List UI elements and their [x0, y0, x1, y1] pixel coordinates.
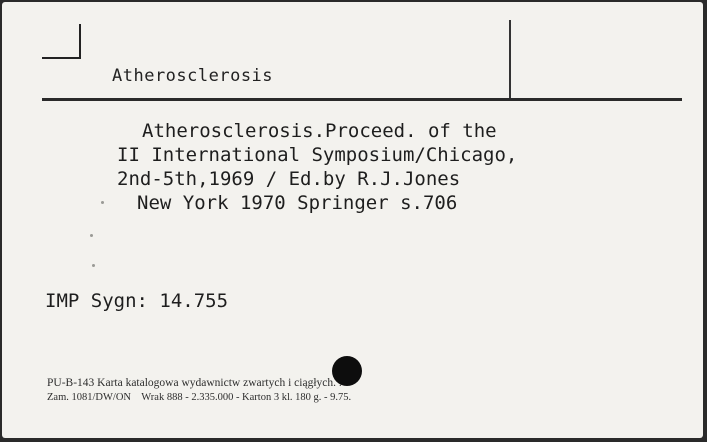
- paper-speck: [101, 201, 104, 204]
- entry-line-2: II International Symposium/Chicago,: [117, 144, 518, 166]
- footer-line-2: Zam. 1081/DW/ON Wrak 888 - 2.335.000 - Karton 3 kl. 180 g. - 9.75.: [47, 392, 352, 403]
- heading-rule: [42, 98, 682, 101]
- shelfmark: IMP Sygn: 14.755: [45, 290, 229, 312]
- card-heading: Atherosclerosis: [112, 66, 274, 86]
- entry-line-1: Atherosclerosis.Proceed. of the: [142, 120, 497, 142]
- paper-speck: [90, 234, 93, 237]
- entry-line-3: 2nd-5th,1969 / Ed.by R.J.Jones: [117, 168, 461, 190]
- paper-speck: [92, 264, 95, 267]
- corner-mark-vertical: [79, 24, 81, 59]
- catalog-card: [2, 2, 703, 438]
- footer-line-1: PU-B-143 Karta katalogowa wydawnictw zwartych i ciągłych. .: [47, 377, 342, 389]
- column-divider: [509, 20, 511, 100]
- entry-line-4: New York 1970 Springer s.706: [137, 192, 458, 214]
- corner-mark-horizontal: [42, 57, 80, 59]
